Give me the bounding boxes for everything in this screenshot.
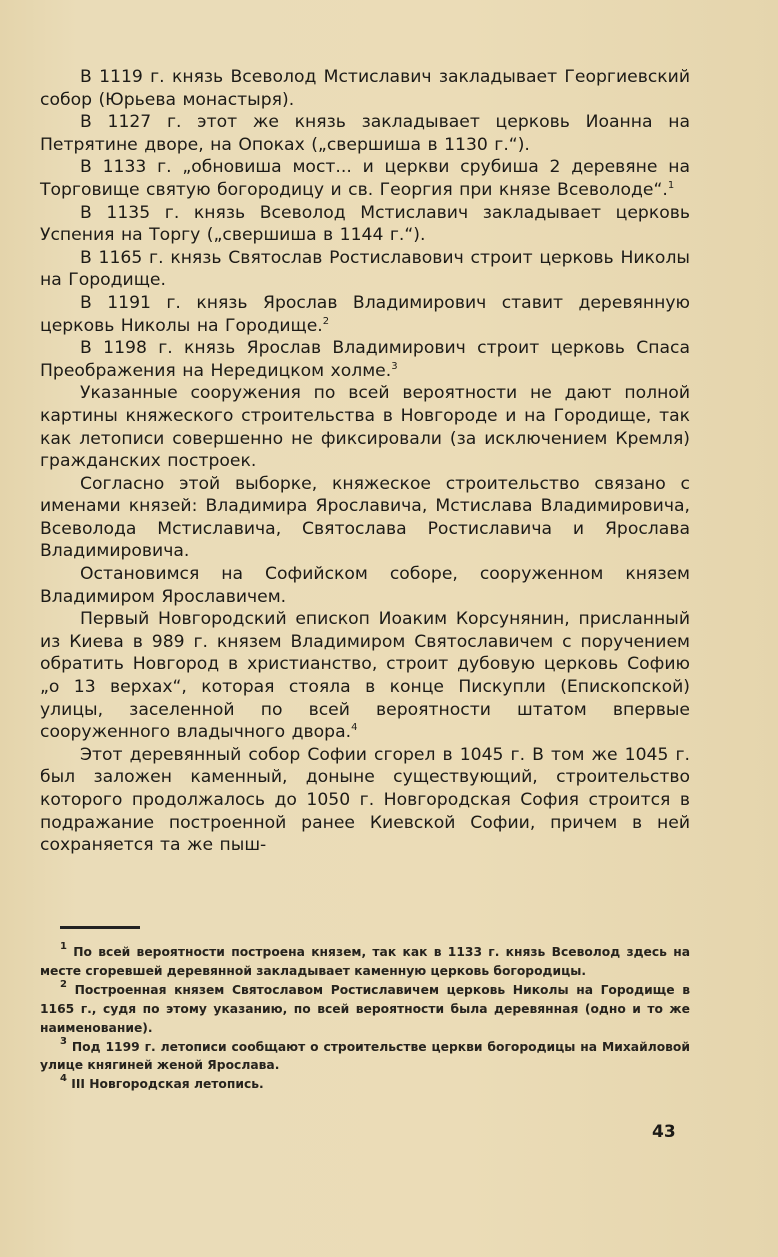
paragraph: [40, 337, 690, 382]
footnotes: [40, 943, 690, 1094]
footnote: [40, 978, 690, 1038]
footnote: [40, 1075, 690, 1094]
footnote-number: 4: [60, 1073, 67, 1085]
footnote-text: Построенная князем Святославом Ростиславичем церковь Николы на Городище в 1165 г., судя по этому указанию, по всей вероятности была деревянная (одно и то же наименование).: [40, 982, 690, 1035]
footnote-ref: 4: [351, 722, 358, 734]
footnote-number: 3: [60, 1035, 67, 1047]
paragraph-text: В 1191 г. князь Ярослав Владимирович ставит деревянную церковь Николы на Городище.: [40, 292, 690, 336]
paragraph: Указанные сооружения по всей вероятности не дают полной картины княжеского строительства в Новгороде и на Городище, так как летописи совершенно не фиксировали (за исключением Кремля) гражданских построек.: [40, 383, 690, 472]
paragraph: В 1165 г. князь Святослав Ростиславович строит церковь Николы на Городище.: [40, 247, 690, 291]
footnote-number: 1: [60, 941, 67, 952]
footnote-text: III Новгородская летопись.: [71, 1077, 264, 1092]
footnote-ref: 3: [391, 360, 398, 372]
footnote: [40, 943, 690, 981]
footnote-text: По всей вероятности построена князем, так как в 1133 г. князь Всеволод здесь на месте сгоревшей деревянной закладывает каменную церковь богородицы.: [40, 945, 691, 978]
main-text: [40, 66, 690, 857]
footnote-text: Под 1199 г. летописи сообщают о строительстве церкви богородицы на Михайловой улице княгиней женой Ярослава.: [40, 1039, 690, 1073]
paragraph: Остановимся на Софийском соборе, сооруженном князем Владимиром Ярославичем.: [40, 564, 690, 607]
paragraph: [40, 156, 690, 201]
paragraph-text: В 1198 г. князь Ярослав Владимирович строит церковь Спаса Преображения на Нередицком холме.: [40, 338, 690, 381]
footnote-divider: [60, 926, 140, 929]
paragraph-text: В 1133 г. „обновиша мост... и церкви срубиша 2 деревяне на Торговище святую богородицу и св. Георгия при князе Всеволоде“.: [40, 157, 690, 200]
footnote-ref: 2: [322, 315, 330, 327]
paragraph: В 1119 г. князь Всеволод Мстиславич закладывает Георгиевский собор (Юрьева монастыря).: [40, 67, 690, 110]
paragraph: [40, 292, 690, 337]
paragraph: В 1135 г. князь Всеволод Мстиславич закладывает церковь Успения на Торгу („свершиша в 1144 г.“).: [40, 202, 690, 246]
footnote-ref: 1: [667, 179, 675, 191]
paragraph: Согласно этой выборке, княжеское строительство связано с именами князей: Владимира Ярославича, Мстислава Владимировича, Всеволода Мстиславича, Святослава Ростиславича и Ярослава Владимировича.: [40, 473, 690, 562]
paragraph-text: Первый Новгородский епископ Иоаким Корсунянин, присланный из Киева в 989 г. князем Владимиром Святославичем с поручением обратить Новгород в христианство, строит дубовую церковь Софию „о 13 верхах“, которая стояла в конце Пискупли (Епископской) улицы, заселенной по всей вероятности штатом впервые сооруженного владычного двора.: [40, 609, 690, 743]
footnote-number: 2: [60, 978, 67, 990]
footnote: [40, 1035, 690, 1076]
paragraph: Этот деревянный собор Софии сгорел в 1045 г. В том же 1045 г. был заложен каменный, доныне существующий, строительство которого продолжалось до 1050 г. Новгородская София строится в подражание построенной ранее Киевской Софии, причем в ней сохраняется та же пыш-: [40, 744, 690, 856]
paragraph: [40, 608, 690, 744]
paragraph: В 1127 г. этот же князь закладывает церковь Иоанна на Петрятине дворе, на Опоках („свершиша в 1130 г.“).: [40, 112, 690, 155]
page-number: 43: [652, 1122, 676, 1142]
